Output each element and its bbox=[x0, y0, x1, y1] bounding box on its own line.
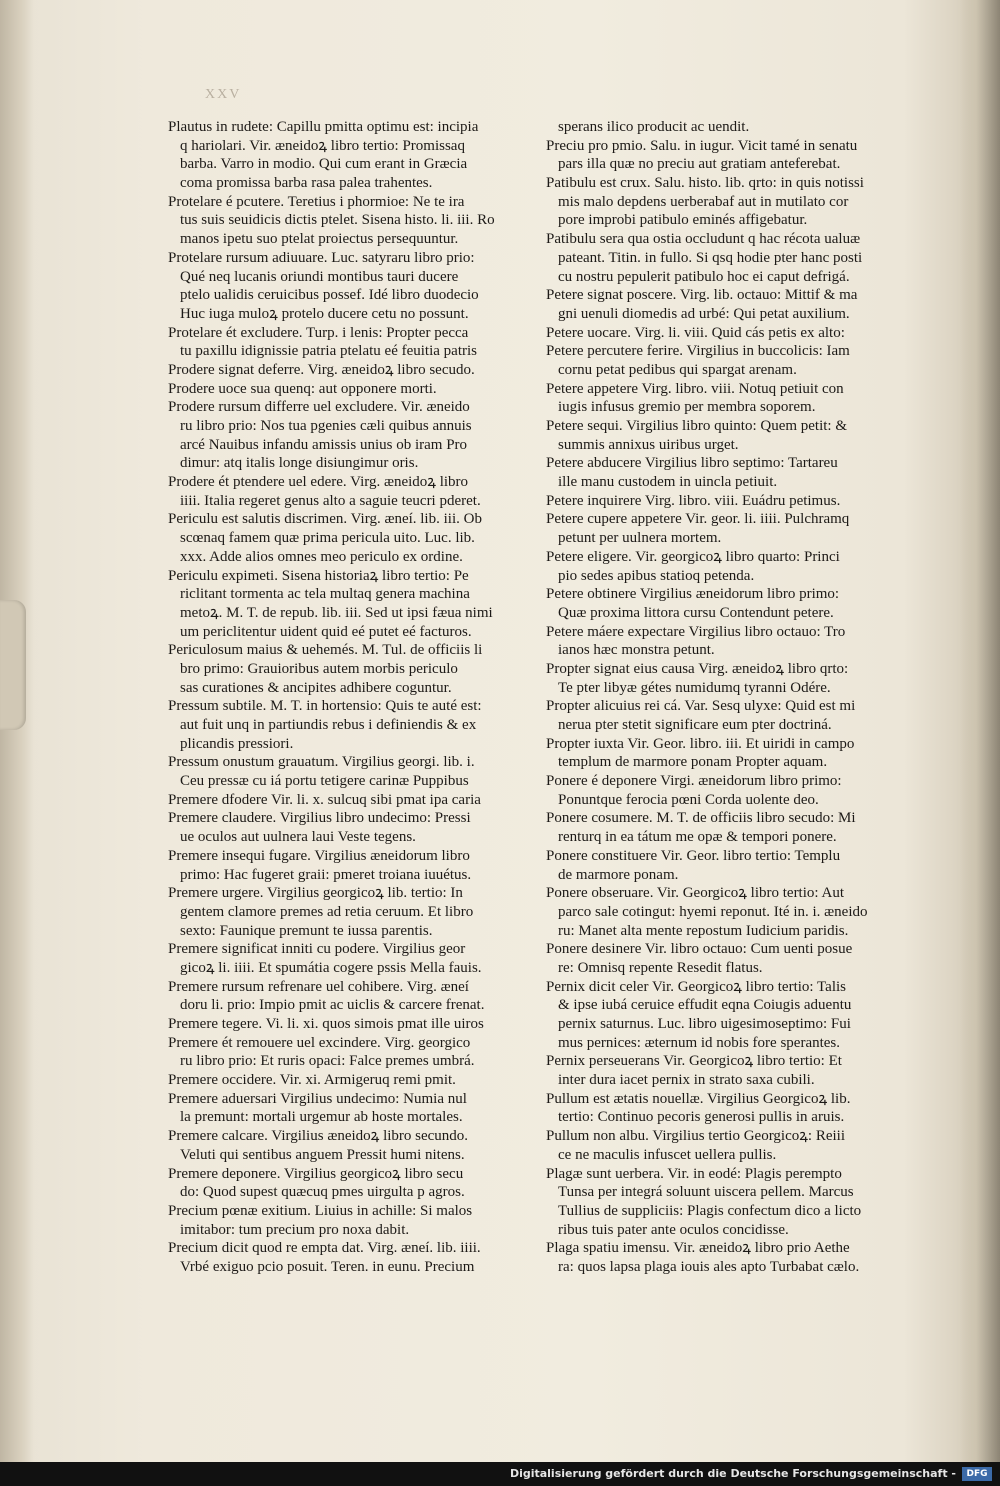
text-line: Precium pœnæ exitium. Liuius in achille: Si malos bbox=[168, 1202, 473, 1219]
text-line: Ceu pressæ cu iá portu tetigere carinæ Puppibus bbox=[180, 773, 469, 790]
text-line: Premere urgere. Virgilius georgicoꝝ lib. tertio: In bbox=[168, 885, 463, 902]
text-line: riclitant tormenta ac tela multaq genera machina bbox=[180, 586, 470, 603]
text-line: Periculu est salutis discrimen. Virg. æneí. lib. iii. Ob bbox=[168, 511, 482, 528]
text-line: Ponere desinere Vir. libro octauo: Cum uenti posue bbox=[546, 941, 853, 958]
text-line: Petere uocare. Virg. li. viii. Quid cás petis ex alto: bbox=[546, 324, 845, 341]
text-line: gicoꝝ li. iiii. Et spumátia cogere pssis Mella fauis. bbox=[180, 959, 482, 976]
text-line: Premere claudere. Virgilius libro undecimo: Pressi bbox=[168, 810, 471, 827]
page-left-edge bbox=[0, 0, 34, 1462]
text-line: metoꝝ. M. T. de repub. lib. iii. Sed ut ipsi fæua nimi bbox=[180, 604, 493, 621]
text-line: Premere dfodere Vir. li. x. sulcuq sibi pmat ipa caria bbox=[168, 791, 481, 808]
text-line: templum de marmore ponam Propter aquam. bbox=[558, 754, 828, 771]
text-line: Pullum est ætatis nouellæ. Virgilius Georgicoꝝ lib. bbox=[546, 1090, 851, 1107]
text-line: Premere ét remouere uel excindere. Virg. georgico bbox=[168, 1034, 471, 1051]
text-line: sexto: Faunique premunt te iussa parentis. bbox=[180, 922, 433, 939]
text-line: Petere sequi. Virgilius libro quinto: Quem petit: & bbox=[546, 418, 848, 434]
text-line: coma promissa barba rasa palea trahentes. bbox=[180, 175, 433, 192]
text-line: Plautus in rudete: Capillu pmitta optimu est: incipia bbox=[168, 119, 479, 135]
text-line: sperans ilico producit ac uendit. bbox=[558, 119, 750, 135]
text-line: Tullius de suppliciis: Plagis confectum dico a licto bbox=[558, 1202, 862, 1219]
text-line: dimur: atq italis longe disiungimur oris. bbox=[180, 455, 419, 472]
text-line: xxx. Adde alios omnes meo periculo ex ordine. bbox=[180, 548, 463, 565]
text-line: Premere deponere. Virgilius georgicoꝝ libro secu bbox=[168, 1165, 464, 1182]
text-line: cornu petat pedibus qui spargat arenam. bbox=[558, 361, 797, 378]
digitization-footer bbox=[0, 1462, 1000, 1486]
text-line: Prodere uoce sua quenq: aut opponere morti. bbox=[168, 380, 437, 397]
text-line: Prodere rursum differre uel excludere. Vir. æneido bbox=[168, 399, 470, 416]
text-line: ru libro prio: Et ruris opaci: Falce premes umbrá. bbox=[180, 1053, 475, 1070]
text-line: Premere tegere. Vi. li. xi. quos simois pmat ille uiros bbox=[168, 1016, 484, 1032]
text-line: Pressum onustum grauatum. Virgilius georgi. lib. i. bbox=[168, 754, 475, 771]
text-line: Pullum non albu. Virgilius tertio Georgicoꝝ: Reiii bbox=[546, 1128, 846, 1145]
text-line: Petere inquirere Virg. libro. viii. Euádru petimus. bbox=[546, 492, 841, 509]
text-column-left bbox=[168, 118, 536, 1277]
text-line: ianos hæc monstra petunt. bbox=[558, 642, 715, 659]
text-line: Ponere cosumere. M. T. de officiis libro secudo: Mi bbox=[546, 810, 856, 827]
text-column-right bbox=[546, 118, 914, 1277]
text-line: Propter iuxta Vir. Geor. libro. iii. Et uiridi in campo bbox=[546, 735, 855, 752]
text-line: nerua pter stetit significare eum pter doctriná. bbox=[558, 717, 832, 733]
text-line: parco sale cotingut: hyemi reponut. Ité in. i. æneido bbox=[558, 903, 868, 920]
folio-number: XXV bbox=[205, 87, 242, 102]
page-clasp bbox=[0, 600, 26, 730]
text-line: Premere insequi fugare. Virgilius æneidorum libro bbox=[168, 847, 470, 864]
text-line: Precium dicit quod re empta dat. Virg. æneí. lib. iiii. bbox=[168, 1240, 481, 1257]
text-line: renturq in ea tátum me opæ & tempori ponere. bbox=[558, 829, 837, 846]
text-line: Pressum subtile. M. T. in hortensio: Quis te auté est: bbox=[168, 698, 482, 715]
text-line: Pernix perseuerans Vir. Georgicoꝝ libro tertio: Et bbox=[546, 1053, 842, 1070]
text-line: inter dura iacet pernix in strato saxa cubili. bbox=[558, 1072, 815, 1089]
text-line: Veluti qui sentibus anguem Pressit humi nitens. bbox=[180, 1146, 465, 1163]
text-line: q hariolari. Vir. æneidoꝝ libro tertio: Promissaq bbox=[180, 137, 465, 154]
text-line: imitabor: tum precium pro noxa dabit. bbox=[180, 1221, 410, 1238]
text-line: de marmore ponam. bbox=[558, 866, 679, 883]
text-line: iugis infusus gremio per membra soporem. bbox=[558, 399, 816, 416]
text-line: Plagæ sunt uerbera. Vir. in eodé: Plagis perempto bbox=[546, 1165, 842, 1182]
text-line: do: Quod supest quæcuq pmes uirgulta p agros. bbox=[180, 1184, 465, 1201]
text-line: ce ne maculis infuscet uellera pullis. bbox=[558, 1146, 777, 1163]
text-line: tu paxillu idignissie patria ptelatu eé feuitia patris bbox=[180, 343, 477, 360]
text-line: gni uenuli diomedis ad urbé: Qui petat auxilium. bbox=[558, 305, 850, 322]
text-line: Tunsa per integrá soluunt uiscera pellem. Marcus bbox=[558, 1184, 854, 1201]
text-line: ru libro prio: Nos tua pgenies cæli quibus annuis bbox=[180, 418, 472, 434]
text-line: summis annixus uiribus urget. bbox=[558, 436, 739, 453]
text-line: Petere cupere appetere Vir. geor. li. iiii. Pulchramq bbox=[546, 511, 850, 528]
text-line: scœnaq famem quæ prima pericula uito. Luc. lib. bbox=[180, 530, 475, 547]
text-line: Ponuntque ferocia pœni Corda uolente deo. bbox=[558, 791, 819, 808]
text-line: Te pter libyæ gétes numidumq tyranni Odére. bbox=[558, 679, 831, 696]
text-line: ru: Manet alta mente repostum Iudicium paridis. bbox=[558, 922, 849, 939]
text-line: Propter signat eius causa Virg. æneidoꝝ libro qrto: bbox=[546, 660, 849, 677]
text-line: & ipse iubá ceruice effudit eqna Coiugis aduentu bbox=[558, 997, 852, 1014]
text-line: Plaga spatiu imensu. Vir. æneidoꝝ libro prio Aethe bbox=[546, 1240, 850, 1257]
text-line: iiii. Italia regeret genus alto a saguie teucri pderet. bbox=[180, 492, 481, 509]
text-line: cu nostru pepulerit patibulo hoc ei caput defrigá. bbox=[558, 268, 850, 285]
text-line: Ponere é deponere Virgi. æneidorum libro primo: bbox=[546, 773, 842, 790]
text-line: Patibulu est crux. Salu. histo. lib. qrto: in quis notissi bbox=[546, 175, 864, 192]
text-line: tertio: Continuo pecoris generosi pullis in aruis. bbox=[558, 1109, 845, 1126]
text-line: Premere calcare. Virgilius æneidoꝝ libro secundo. bbox=[168, 1128, 469, 1145]
text-line: Qué neq lucanis oriundi montibus tauri ducere bbox=[180, 268, 459, 285]
text-line: Petere signat poscere. Virg. lib. octauo: Mittif & ma bbox=[546, 287, 858, 304]
text-line: Periculosum maius & uehemés. M. Tul. de officiis li bbox=[168, 642, 483, 659]
text-line: Petere eligere. Vir. georgicoꝝ libro quarto: Princi bbox=[546, 548, 840, 565]
text-line: barba. Varro in modio. Qui cum erant in Græcia bbox=[180, 156, 468, 173]
text-line: ille manu custodem in uincla petiuit. bbox=[558, 474, 778, 491]
text-line: Protelare rursum adiuuare. Luc. satyraru libro prio: bbox=[168, 249, 475, 266]
text-line: pore improbi patibulo eminés affigebatur. bbox=[558, 212, 808, 229]
text-line: arcé Nauibus infandu amissis unius ob iram Pro bbox=[180, 436, 468, 453]
text-line: manos ipetu suo ptelat proiectus persequuntur. bbox=[180, 231, 459, 248]
text-line: petunt per uulnera mortem. bbox=[558, 530, 722, 547]
text-line: primo: Hac fugeret graii: pmeret troiana iuuétus. bbox=[180, 866, 472, 883]
text-line: Vrbé exiguo pcio posuit. Teren. in eunu. Precium bbox=[180, 1258, 475, 1275]
text-line: Petere máere expectare Virgilius libro octauo: Tro bbox=[546, 623, 846, 640]
text-line: sas curationes & ancipites adhibere coguntur. bbox=[180, 679, 452, 696]
text-line: ue oculos aut uulnera laui Veste tegens. bbox=[180, 829, 416, 846]
text-line: Preciu pro pmio. Salu. in iugur. Vicit tamé in senatu bbox=[546, 137, 858, 154]
text-line: bro primo: Grauioribus autem morbis periculo bbox=[180, 660, 458, 677]
text-line: Petere appetere Virg. libro. viii. Notuq petiuit con bbox=[546, 380, 844, 397]
text-line: Protelare é pcutere. Teretius i phormioe: Ne te ira bbox=[168, 193, 465, 210]
text-line: Petere abducere Virgilius libro septimo: Tartareu bbox=[546, 455, 838, 472]
text-line: pars illa quæ no preciu aut gratiam anteferebat. bbox=[558, 156, 841, 173]
text-line: Premere aduersari Virgilius undecimo: Numia nul bbox=[168, 1090, 467, 1107]
text-line: Petere percutere ferire. Virgilius in buccolicis: Iam bbox=[546, 343, 850, 360]
text-line: Prodere signat deferre. Virg. æneidoꝝ libro secudo. bbox=[168, 361, 475, 378]
text-line: plicandis pressiori. bbox=[180, 735, 294, 752]
text-line: Ponere constituere Vir. Geor. libro tertio: Templu bbox=[546, 847, 841, 864]
text-line: tus suis seuidicis dictis ptelet. Sisena histo. li. iii. Ro bbox=[180, 212, 495, 229]
text-line: la premunt: mortali urgemur ab hoste mortales. bbox=[180, 1109, 463, 1126]
text-line: um periclitentur uident quid eé putet eé facturos. bbox=[180, 623, 472, 640]
text-line: aut fuit unq in partiundis rebus i definiendis & ex bbox=[180, 717, 477, 733]
text-line: pio sedes apibus statioq petenda. bbox=[558, 567, 755, 584]
text-line: re: Omnisq repente Resedit flatus. bbox=[558, 959, 763, 976]
text-line: pernix saturnus. Luc. libro uigesimoseptimo: Fui bbox=[558, 1016, 851, 1032]
text-line: ribus tuis pater ante oculos concidisse. bbox=[558, 1221, 789, 1238]
text-line: Patibulu sera qua ostia occludunt q hac récota ualuæ bbox=[546, 231, 861, 248]
text-line: Periculu expimeti. Sisena historiaꝝ libro tertio: Pe bbox=[168, 567, 469, 584]
text-line: ra: quos lapsa plaga iouis ales apto Turbabat cælo. bbox=[558, 1258, 860, 1275]
text-line: mis malo depdens uerberabaf aut in mutilato cor bbox=[558, 193, 849, 210]
text-line: doru li. prio: Impio pmit ac uiclis & carcere frenat. bbox=[180, 997, 485, 1014]
text-line: Propter alicuius rei cá. Var. Sesq ulyxe: Quid est mi bbox=[546, 698, 856, 715]
text-line: Pernix dicit celer Vir. Georgicoꝝ libro tertio: Talis bbox=[546, 978, 846, 995]
text-line: ptelo ualidis ceruicibus possef. Idé libro duodecio bbox=[180, 287, 479, 304]
text-line: Prodere ét ptendere uel edere. Virg. æneidoꝝ libro bbox=[168, 474, 469, 491]
text-line: Petere obtinere Virgilius æneidorum libro primo: bbox=[546, 586, 840, 603]
text-line: Premere significat inniti cu podere. Virgilius geor bbox=[168, 941, 466, 958]
text-line: Premere rursum refrenare uel cohibere. Virg. æneí bbox=[168, 978, 469, 995]
page-right-edge bbox=[960, 0, 1000, 1462]
footer-credit-text: Digitalisierung gefördert durch die Deutsche Forschungsgemeinschaft - bbox=[509, 1467, 956, 1480]
text-line: Quæ proxima littora cursu Contendunt petere. bbox=[558, 604, 834, 621]
text-line: Premere occidere. Vir. xi. Armigeruq remi pmit. bbox=[168, 1072, 456, 1089]
text-line: pateant. Titin. in fullo. Si qsq hodie pter hanc posti bbox=[558, 249, 863, 266]
text-line: mus pernices: æternum id nobis fore sperantes. bbox=[558, 1034, 841, 1051]
text-line: Huc iuga muloꝝ protelo ducere cetu no possunt. bbox=[180, 305, 469, 322]
text-line: Protelare ét excludere. Turp. i lenis: Propter pecca bbox=[168, 324, 469, 341]
dfg-logo-icon: DFG bbox=[962, 1467, 992, 1481]
text-line: Ponere obseruare. Vir. Georgicoꝝ libro tertio: Aut bbox=[546, 885, 844, 902]
text-line: gentem clamore premes ad retia ceruum. Et libro bbox=[180, 903, 474, 920]
